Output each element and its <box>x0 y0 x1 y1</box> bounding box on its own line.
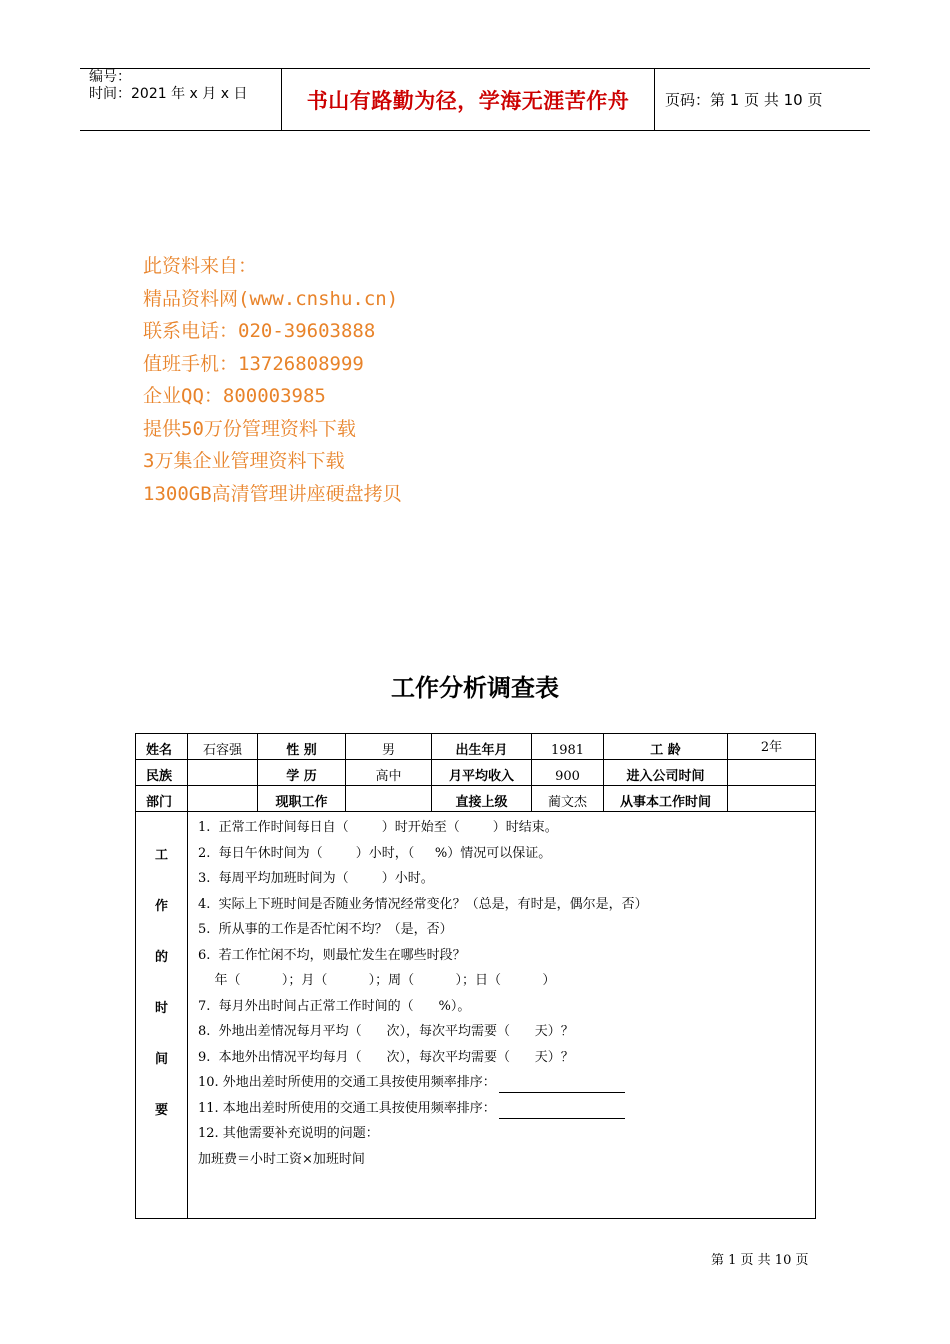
education-value[interactable]: 高中 <box>346 760 432 786</box>
work-time-value[interactable] <box>728 786 816 812</box>
birth-value[interactable]: 1981 <box>532 734 604 760</box>
answer-blank[interactable] <box>499 1078 625 1093</box>
job-analysis-form <box>135 733 816 1219</box>
question-line: 4. 实际上下班时间是否随业务情况经常变化？（总是，有时是，偶尔是，否） <box>198 896 648 912</box>
header-meta <box>89 69 247 103</box>
section-label <box>136 812 188 1219</box>
questions-cell <box>188 812 816 1219</box>
question-line <box>198 1073 815 1099</box>
section-char: 时 <box>154 1001 168 1016</box>
question-line: 年（ ）；月（ ）；周（ ）；日（ ） <box>198 973 556 988</box>
section-char: 要 <box>154 1103 168 1118</box>
form-row <box>136 760 816 786</box>
header-page-number: 页码：第 1 页 共 10 页 <box>665 91 823 109</box>
income-value[interactable]: 900 <box>532 760 604 786</box>
form-row <box>136 786 816 812</box>
question-text: 11. 本地出差时所使用的交通工具按使用频率排序： <box>198 1100 496 1116</box>
join-date-value[interactable] <box>728 760 816 786</box>
page-footer: 第 1 页 共 10 页 <box>711 1253 809 1268</box>
header-number: 编号： <box>89 69 131 85</box>
header-time: 时间：2021 年 x 月 x 日 <box>89 86 248 102</box>
ethnic-label: 民族 <box>136 760 188 786</box>
income-label: 月平均收入 <box>432 760 532 786</box>
question-line: 6. 若工作忙闲不均，则最忙发生在哪些时段？ <box>198 947 466 963</box>
promo-line: 1300GB高清管理讲座硬盘拷贝 <box>143 482 402 505</box>
gender-label: 性 别 <box>258 734 346 760</box>
work-time-label: 从事本工作时间 <box>604 786 728 812</box>
section-char: 作 <box>154 899 168 914</box>
section-char: 间 <box>154 1052 168 1067</box>
position-label: 现职工作 <box>258 786 346 812</box>
question-line: 7. 每月外出时间占正常工作时间的（ %）。 <box>198 998 471 1014</box>
note-line: 加班费＝小时工资×加班时间 <box>198 1151 365 1167</box>
ethnic-value[interactable] <box>188 760 258 786</box>
promo-block <box>143 250 402 510</box>
question-line: 1. 正常工作时间每日自（ ）时开始至（ ）时结束。 <box>198 820 558 835</box>
question-line: 5. 所从事的工作是否忙闲不均？（是，否） <box>198 922 453 937</box>
birth-label: 出生年月 <box>432 734 532 760</box>
header-motto: 书山有路勤为径，学海无涯苦作舟 <box>306 88 630 113</box>
promo-line: 企业QQ：800003985 <box>143 385 326 407</box>
form-row <box>136 734 816 760</box>
header-divider <box>654 69 655 130</box>
promo-line: 此资料来自： <box>143 255 258 277</box>
section-char: 的 <box>154 950 168 965</box>
education-label: 学 历 <box>258 760 346 786</box>
position-value[interactable] <box>346 786 432 812</box>
question-line <box>198 1099 815 1125</box>
seniority-label: 工 龄 <box>604 734 728 760</box>
question-line: 3. 每周平均加班时间为（ ）小时。 <box>198 871 434 886</box>
promo-line: 值班手机：13726808999 <box>143 352 364 375</box>
page-header <box>80 68 870 131</box>
promo-line: 联系电话：020-39603888 <box>143 320 376 342</box>
question-line: 8. 外地出差情况每月平均（ 次），每次平均需要（ 天）？ <box>198 1024 574 1039</box>
question-line: 2. 每日午休时间为（ ）小时，（ %）情况可以保证。 <box>198 845 552 861</box>
answer-blank[interactable] <box>499 1104 625 1119</box>
superior-label: 直接上级 <box>432 786 532 812</box>
promo-line: 精品资料网(www.cnshu.cn) <box>143 287 399 310</box>
gender-value[interactable]: 男 <box>346 734 432 760</box>
name-label: 姓名 <box>136 734 188 760</box>
dept-value[interactable] <box>188 786 258 812</box>
promo-line: 提供50万份管理资料下载 <box>143 417 356 440</box>
question-line: 9. 本地外出情况平均每月（ 次），每次平均需要（ 天）？ <box>198 1049 574 1065</box>
form-row <box>136 812 816 1219</box>
document-title: 工作分析调查表 <box>391 674 559 702</box>
join-date-label: 进入公司时间 <box>604 760 728 786</box>
question-text: 10. 外地出差时所使用的交通工具按使用频率排序： <box>198 1075 496 1090</box>
name-value[interactable]: 石容强 <box>188 734 258 760</box>
question-line: 12. 其他需要补充说明的问题： <box>198 1126 379 1141</box>
promo-line: 3万集企业管理资料下载 <box>143 450 345 472</box>
superior-value[interactable]: 蔺文杰 <box>532 786 604 812</box>
section-char: 工 <box>154 848 168 863</box>
dept-label: 部门 <box>136 786 188 812</box>
seniority-value[interactable]: 2年 <box>728 734 816 760</box>
